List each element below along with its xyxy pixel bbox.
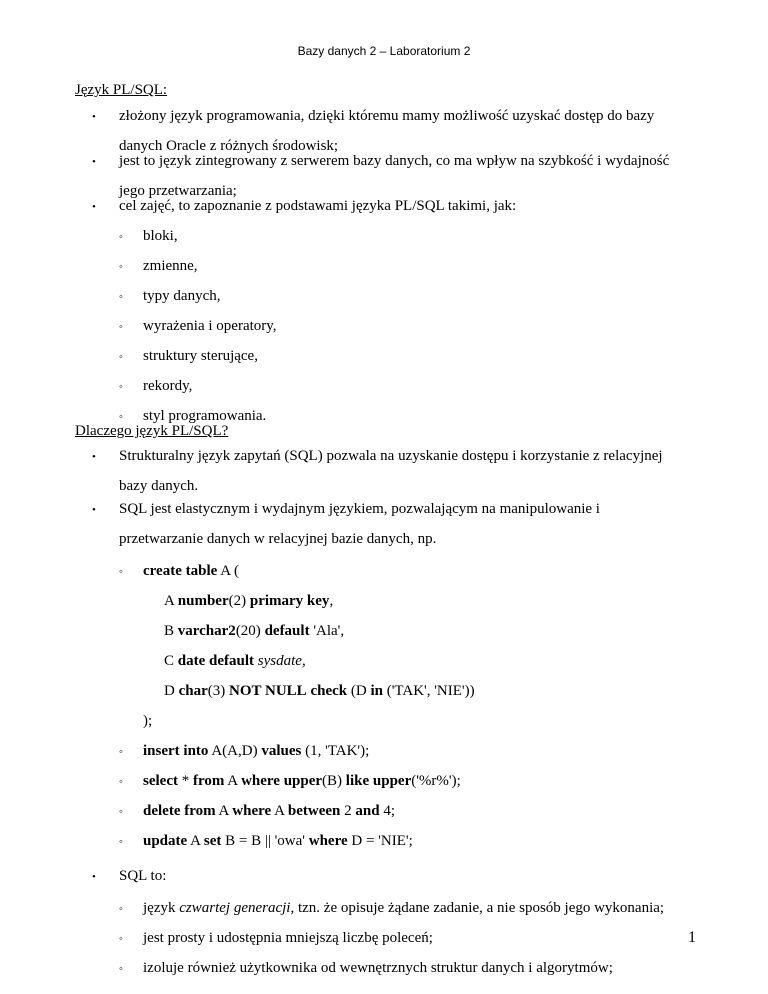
code-update: update A set B = B || 'owa' where D = 'NIE'; <box>143 833 413 849</box>
sub-bullet: ◦ <box>119 381 123 393</box>
sub-list-item: struktury sterujące, <box>143 348 258 364</box>
bullet: • <box>92 111 96 123</box>
bullet: • <box>92 451 96 463</box>
sub-bullet: ◦ <box>119 806 123 818</box>
sub-bullet: ◦ <box>119 411 123 423</box>
sub-bullet: ◦ <box>119 776 123 788</box>
list-item-continued: przetwarzanie danych w relacyjnej bazie danych, np. <box>119 531 437 547</box>
bullet: • <box>92 504 96 516</box>
sub-list-item: wyrażenia i operatory, <box>143 318 277 334</box>
list-item-continued: bazy danych. <box>119 478 199 494</box>
page-number: 1 <box>688 929 696 946</box>
list-item: złożony język programowania, dzięki któremu mamy możliwość uzyskać dostęp do bazy <box>119 108 655 124</box>
sub-bullet: ◦ <box>119 836 123 848</box>
list-item-continued: jego przetwarzania; <box>119 183 237 199</box>
code-close: ); <box>143 713 153 729</box>
page-header: Bazy danych 2 – Laboratorium 2 <box>297 44 471 58</box>
sub-bullet: ◦ <box>119 746 123 758</box>
list-item: cel zajęć, to zapoznanie z podstawami języka PL/SQL takimi, jak: <box>119 198 517 214</box>
sub-list-item: izoluje również użytkownika od wewnętrznych struktur danych i algorytmów; <box>143 960 613 976</box>
code-select: select * from A where upper(B) like upper('%r%'); <box>143 773 461 789</box>
code-delete: delete from A where A between 2 and 4; <box>143 803 395 819</box>
sub-bullet: ◦ <box>119 566 123 578</box>
sub-bullet: ◦ <box>119 291 123 303</box>
code-column-d: D char(3) NOT NULL check (D in ('TAK', 'NIE')) <box>164 683 475 699</box>
code-create-table: create table A ( <box>143 563 239 579</box>
bullet: • <box>92 156 96 168</box>
sub-list-item: rekordy, <box>143 378 193 394</box>
sub-list-item: język czwartej generacji, tzn. że opisuje żądane zadanie, a nie sposób jego wykonania; <box>143 900 665 916</box>
sub-list-item: styl programowania. <box>143 408 267 424</box>
sub-bullet: ◦ <box>119 963 123 975</box>
section-title-why-pl-sql: Dlaczego język PL/SQL? <box>75 423 229 439</box>
sub-list-item: jest prosty i udostępnia mniejszą liczbę poleceń; <box>143 930 433 946</box>
code-column-c: C date default sysdate, <box>164 653 306 669</box>
list-item: SQL to: <box>119 868 167 884</box>
list-item: SQL jest elastycznym i wydajnym językiem, pozwalającym na manipulowanie i <box>119 501 600 517</box>
bullet: • <box>92 201 96 213</box>
bullet: • <box>92 871 96 883</box>
sub-bullet: ◦ <box>119 321 123 333</box>
sub-list-item: bloki, <box>143 228 178 244</box>
code-column-a: A number(2) primary key, <box>164 593 334 609</box>
section-title-pl-sql: Język PL/SQL: <box>75 82 168 98</box>
sub-list-item: zmienne, <box>143 258 198 274</box>
sub-bullet: ◦ <box>119 231 123 243</box>
list-item-continued: danych Oracle z różnych środowisk; <box>119 138 339 154</box>
list-item: jest to język zintegrowany z serwerem bazy danych, co ma wpływ na szybkość i wydajność <box>119 153 670 169</box>
list-item: Strukturalny język zapytań (SQL) pozwala na uzyskanie dostępu i korzystanie z relacyjnej <box>119 448 663 464</box>
sub-bullet: ◦ <box>119 903 123 915</box>
sub-bullet: ◦ <box>119 351 123 363</box>
code-insert: insert into A(A,D) values (1, 'TAK'); <box>143 743 370 759</box>
sub-bullet: ◦ <box>119 261 123 273</box>
sub-bullet: ◦ <box>119 933 123 945</box>
code-column-b: B varchar2(20) default 'Ala', <box>164 623 345 639</box>
sub-list-item: typy danych, <box>143 288 221 304</box>
